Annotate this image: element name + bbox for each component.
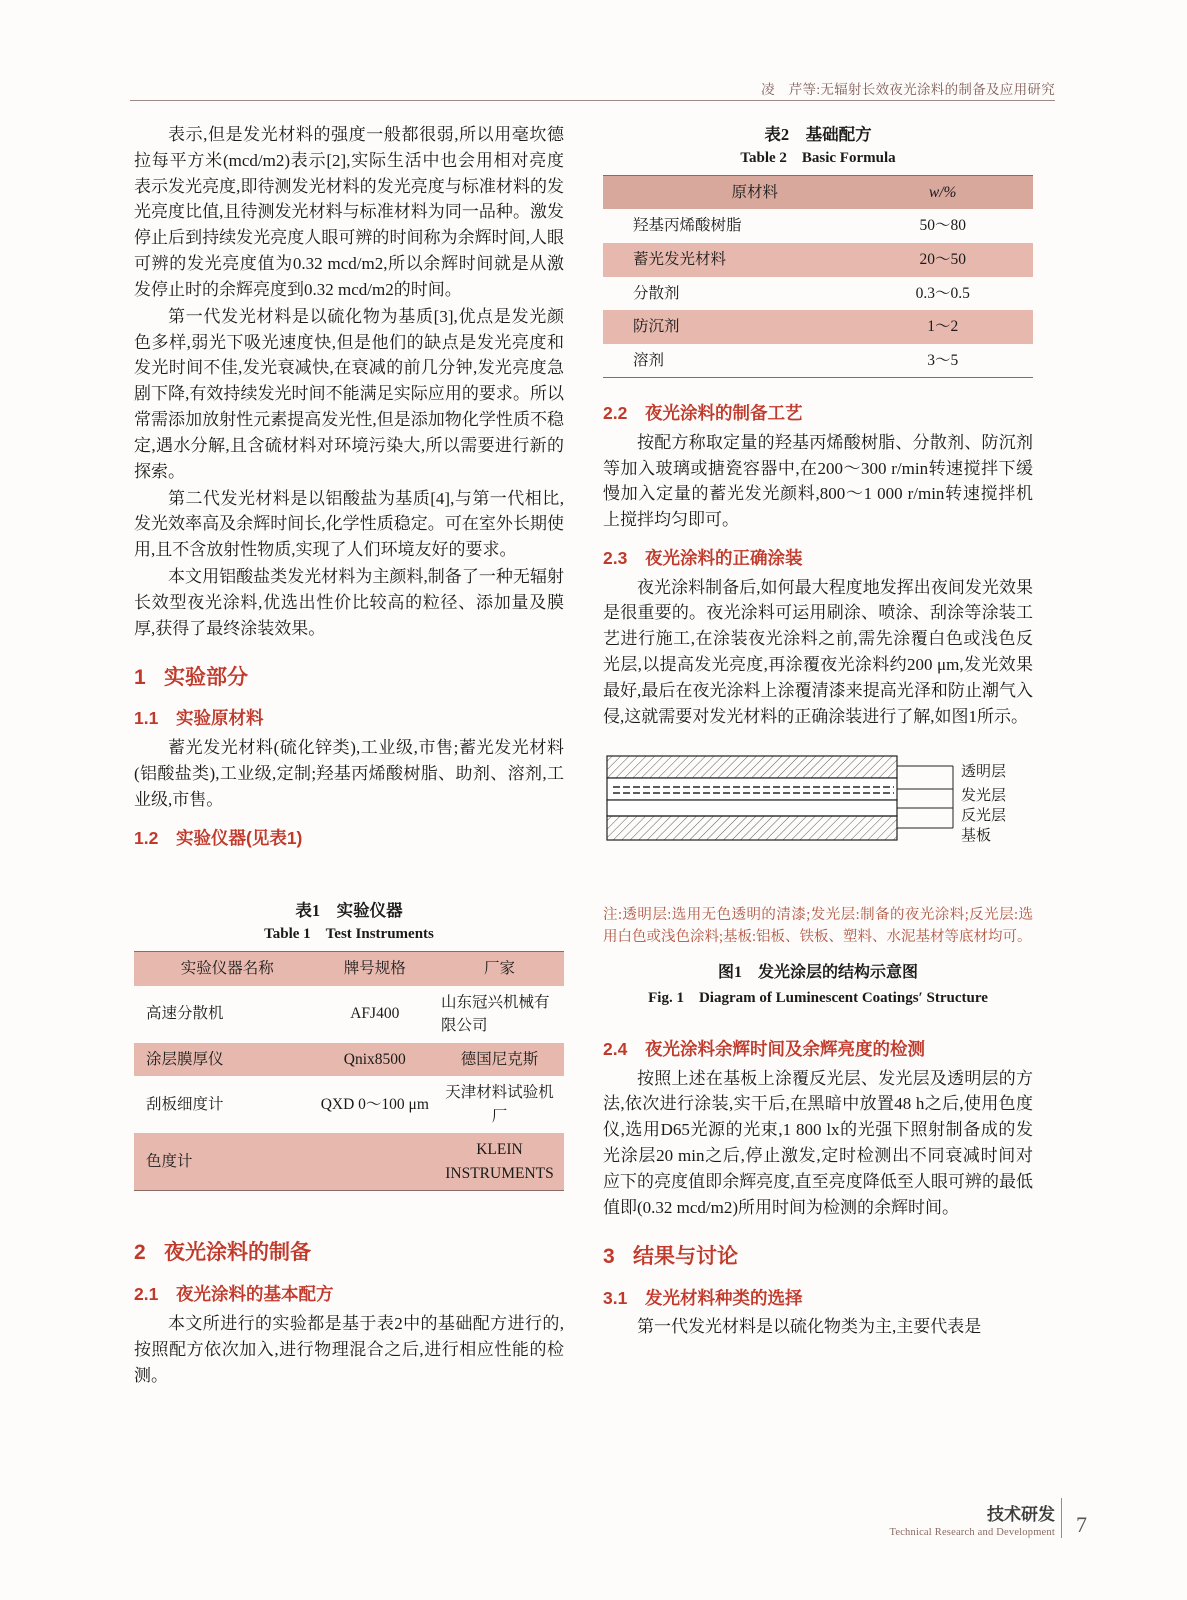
table2-cell-r3c0: 防沉剂 <box>603 310 852 344</box>
left-column <box>134 122 564 1389</box>
table1-cell-r3c1 <box>315 1133 435 1191</box>
table1-header-cell-0: 实验仪器名称 <box>134 952 315 986</box>
paragraph-3: 第二代发光材料是以铝酸盐为基质[4],与第一代相比,发光效率高及余辉时间长,化学性质稳定。可在室外长期使用,且不含放射性物质,实现了人们环境友好的要求。 <box>134 488 564 560</box>
table2-cell-r2c0: 分散剂 <box>633 284 680 302</box>
table2-cell-r1c1: 20～50 <box>852 243 1033 277</box>
table1-cell-r0c1: AFJ400 <box>350 1005 400 1023</box>
table2-cell-r3c1: 1～2 <box>852 310 1033 344</box>
table2-header-row <box>603 175 1033 209</box>
section-number-1-1: 1.1 <box>134 708 159 729</box>
figure-1-label-1: 发光层 <box>961 788 1007 805</box>
section-number-2-2: 2.2 <box>603 403 628 424</box>
table1-caption-en: Table 1 Test Instruments <box>264 926 434 943</box>
table1-cell-r1c0: 涂层膜厚仪 <box>134 1043 315 1077</box>
table2-caption-cn: 表2 基础配方 <box>764 125 872 144</box>
page-number: 7 <box>1076 1512 1087 1537</box>
section-number-2-1: 2.1 <box>134 1284 159 1305</box>
paragraph-2-3-body: 夜光涂料制备后,如何最大程度地发挥出夜间发光效果是很重要的。夜光涂料可运用刷涂、喷涂、刮涂等涂装工艺进行施工,在涂装夜光涂料之前,需先涂覆白色或浅色反光层,以提高发光亮度,再涂覆夜光涂料约200 μm,发光效果最好,最后在夜光涂料上涂覆清漆来提高光泽和防止潮气入侵,这就需要对发光材料的正确涂装进行了解,如图1所示。 <box>603 577 1033 726</box>
paragraph-2-2-body: 按配方称取定量的羟基丙烯酸树脂、分散剂、防沉剂等加入玻璃或搪瓷容器中,在200～300 r/min转速搅拌下缓慢加入定量的蓄光发光颜料,800～1 000 r/min转速搅拌机上搅拌均匀即可。 <box>603 432 1033 530</box>
table-row <box>134 986 564 1043</box>
table1-cell-r1c1: Qnix8500 <box>315 1043 435 1077</box>
section-title-2: 夜光涂料的制备 <box>164 1241 311 1265</box>
table2-cell-r0c0: 羟基丙烯酸树脂 <box>633 217 742 235</box>
section-number-1-2: 1.2 <box>134 827 159 848</box>
table1-header-row <box>134 952 564 986</box>
figure-1-label-2: 反光层 <box>961 808 1007 825</box>
section-title-3: 结果与讨论 <box>633 1244 738 1268</box>
section-number-3: 3 <box>603 1244 615 1268</box>
table-row <box>134 1043 564 1077</box>
section-title-1: 实验部分 <box>164 665 248 689</box>
section-title-3-1: 发光材料种类的选择 <box>645 1287 803 1308</box>
paragraph-3-1-body: 第一代发光材料是以硫化物类为主,主要代表是 <box>637 1317 982 1337</box>
figure-1 <box>603 748 1033 1010</box>
section-title-2-3: 夜光涂料的正确涂装 <box>645 548 803 569</box>
footer-branding <box>889 1500 1055 1538</box>
table1-cell-r0c0: 高速分散机 <box>146 1005 224 1023</box>
paragraph-4: 本文用铝酸盐类发光材料为主颜料,制备了一种无辐射长效型夜光涂料,优选出性价比较高的粒径、添加量及膜厚,获得了最终涂装效果。 <box>134 567 564 638</box>
table1-header-cell-1: 牌号规格 <box>315 952 435 986</box>
table2-header-cell-1: w/% <box>852 175 1033 209</box>
table1-cell-r0c2: 山东冠兴机械有限公司 <box>440 993 550 1035</box>
figure-1-label-0: 透明层 <box>961 764 1007 781</box>
paragraph-1: 表示,但是发光材料的强度一般都很弱,所以用毫坎德拉每平方米(mcd/m2)表示[2],实际生活中也会用相对亮度表示发光亮度,即待测发光材料的发光亮度与标准材料的发光亮度比值,且待测发光材料与标准材料为同一品种。激发停止后到持续发光亮度人眼可辨的时间称为余辉时间,人眼可辨的发光亮度值为0.32 mcd/m2,所以余辉时间就是从激发停止时的余辉亮度到0.32 mcd/m2的时间。 <box>134 125 564 299</box>
figure-1-label-3: 基板 <box>961 828 992 845</box>
paragraph-1-1-body: 蓄光发光材料(硫化锌类),工业级,市售;蓄光发光材料(铝酸盐类),工业级,定制;羟基丙烯酸树脂、助剂、溶剂,工业级,市售。 <box>134 738 564 809</box>
table-row <box>134 1133 564 1191</box>
section-heading-2-4 <box>603 1036 1033 1063</box>
figure-1-note: 注:透明层:选用无色透明的清漆;发光层:制备的夜光涂料;反光层:选用白色或浅色涂料;基板:铝板、铁板、塑料、水泥基材等底材均可。 <box>603 907 1033 946</box>
right-column <box>603 122 1033 1341</box>
table-row <box>603 209 1033 243</box>
figure-1-labels <box>961 753 1033 895</box>
section-title-2-1: 夜光涂料的基本配方 <box>176 1284 334 1305</box>
paragraph-2: 第一代发光材料是以硫化物为基质[3],优点是发光颜色多样,弱光下吸光速度快,但是他们的缺点是发光亮度和发光时间不佳,发光衰减快,在衰减的前几分钟,发光亮度急剧下降,有效持续发光时间不能满足实际应用的要求。所以常需添加放射性元素提高发光性,但是添加物化学性质不稳定,遇水分解,且含硫材料对环境污染大,所以需要进行新的探索。 <box>134 306 564 481</box>
section-title-2-2: 夜光涂料的制备工艺 <box>645 403 803 424</box>
table1-cell-r3c0: 色度计 <box>134 1133 315 1191</box>
section-number-3-1: 3.1 <box>603 1287 628 1308</box>
table1-header-cell-2: 厂家 <box>435 952 564 986</box>
paragraph-2-4-body: 按照上述在基板上涂覆反光层、发光层及透明层的方法,依次进行涂装,实干后,在黑暗中放置48 h之后,使用色度仪,选用D65光源的光束,1 800 lx的光强下照射制备成的发光涂层20 min之后,停止激发,定时检测出不同衰减时间对应下的亮度值即余辉亮度,直至亮度降低至人眼可辨的最低值即(0.32 mcd/m2)所用时间为检测的余辉时间。 <box>603 1068 1033 1217</box>
table-row <box>134 1076 564 1133</box>
section-heading-1 <box>134 662 564 694</box>
table1-cell-r2c0: 刮板细度计 <box>146 1095 224 1113</box>
figure-1-caption-en: Fig. 1 Diagram of Luminescent Coatings′ Structure <box>648 990 988 1007</box>
table1-cell-r1c2: 德国尼克斯 <box>435 1043 564 1077</box>
table-row <box>603 344 1033 378</box>
section-title-2-4: 夜光涂料余辉时间及余辉亮度的检测 <box>645 1039 925 1060</box>
paragraph-2-1-body: 本文所进行的实验都是基于表2中的基础配方进行的,按照配方依次加入,进行物理混合之后,进行相应性能的检测。 <box>134 1313 564 1385</box>
running-header: 凌 芹等:无辐射长效夜光涂料的制备及应用研究 <box>761 82 1055 97</box>
section-heading-3 <box>603 1241 1033 1273</box>
table-basic-formula <box>603 175 1033 378</box>
table1-cell-r3c2: KLEIN INSTRUMENTS <box>435 1133 564 1191</box>
section-number-2-3: 2.3 <box>603 548 628 569</box>
section-number-1: 1 <box>134 665 146 689</box>
section-number-2: 2 <box>134 1241 146 1265</box>
section-heading-2-2 <box>603 400 1033 427</box>
section-number-2-4: 2.4 <box>603 1039 628 1060</box>
section-title-1-1: 实验原材料 <box>176 708 264 729</box>
header-divider <box>130 100 1055 101</box>
section-heading-1-2 <box>134 825 564 852</box>
table1-cell-r2c1: QXD 0～100 μm <box>320 1095 429 1113</box>
table1-cell-r2c2: 天津材料试验机厂 <box>445 1084 554 1125</box>
section-title-1-2: 实验仪器(见表1) <box>176 827 303 848</box>
section-heading-3-1 <box>603 1285 1033 1312</box>
section-heading-2-3 <box>603 545 1033 572</box>
footer-title-cn: 技术研发 <box>987 1505 1055 1524</box>
section-heading-2 <box>134 1237 564 1269</box>
figure-1-caption-cn: 图1 发光涂层的结构示意图 <box>717 963 918 981</box>
table2-cell-r1c0: 蓄光发光材料 <box>603 243 852 277</box>
table-test-instruments <box>134 951 564 1191</box>
table-row <box>603 310 1033 344</box>
table2-cell-r0c1: 50～80 <box>919 217 966 235</box>
footer-divider <box>1061 1498 1063 1538</box>
table2-cell-r2c1: 0.3～0.5 <box>915 284 970 302</box>
table2-caption-en: Table 2 Basic Formula <box>740 150 896 167</box>
table2-cell-r4c0: 溶剂 <box>633 351 665 369</box>
section-heading-2-1 <box>134 1281 564 1308</box>
section-heading-1-1 <box>134 705 564 732</box>
footer-title-en: Technical Research and Development <box>889 1527 1055 1538</box>
table-row <box>603 277 1033 311</box>
table-row <box>603 243 1033 277</box>
table1-caption-cn: 表1 实验仪器 <box>295 901 403 921</box>
table2-cell-r4c1: 3～5 <box>927 351 959 369</box>
table2-header-cell-0: 原材料 <box>603 175 852 209</box>
